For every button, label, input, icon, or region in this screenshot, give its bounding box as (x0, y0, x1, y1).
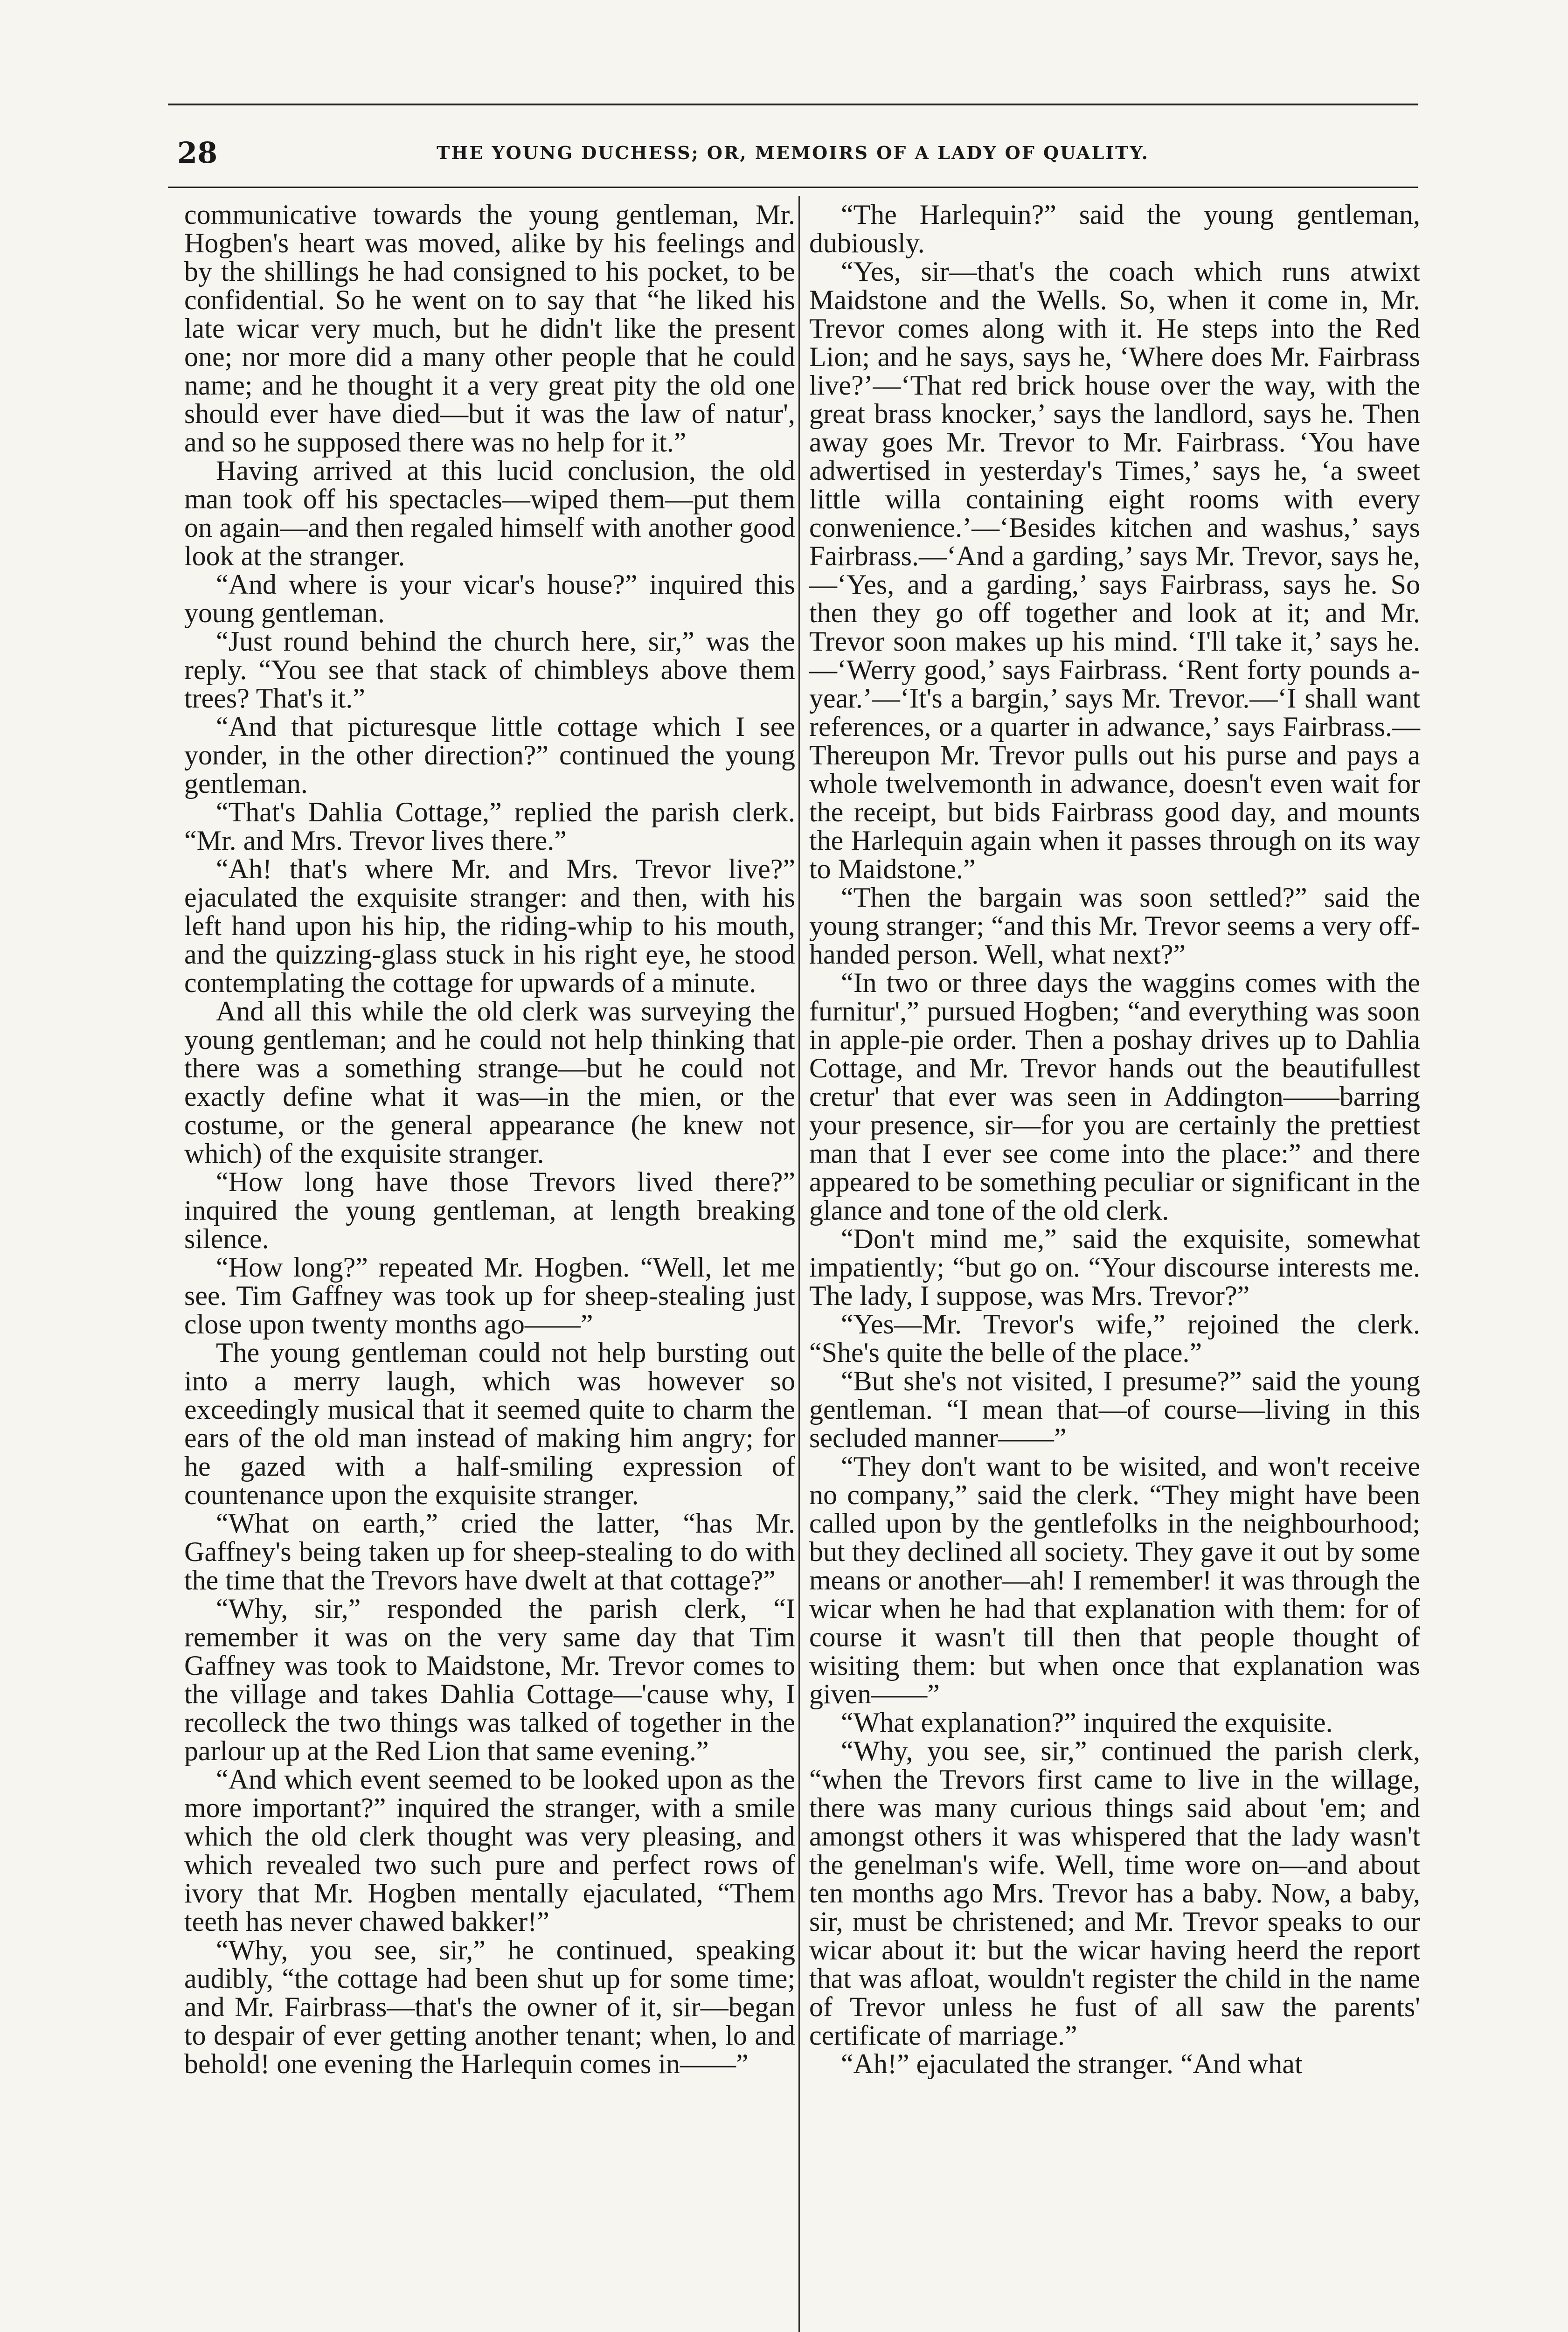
paragraph: “What on earth,” cried the latter, “has Mr. Gaffney's being taken up for sheep-stealing to do with the time that the Trevors have dwelt at that cottage?” (184, 1508, 795, 1596)
paragraph: “That's Dahlia Cottage,” replied the parish clerk. “Mr. and Mrs. Trevor lives there.” (184, 797, 795, 856)
paragraph: “What explanation?” inquired the exquisite. (841, 1707, 1333, 1738)
top-rule (168, 104, 1418, 105)
paragraph: “And that picturesque little cottage which I see yonder, in the other direction?” continued the young gentleman. (184, 711, 795, 799)
paragraph: “Then the bargain was soon settled?” said the young stranger; “and this Mr. Trevor seems a very off-handed person. Well, what next?” (809, 882, 1420, 970)
paragraph: “Yes, sir—that's the coach which runs atwixt Maidstone and the Wells. So, when it come in, Mr. Trevor comes along with it. He steps into the Red Lion; and he says, says he, ‘Where does Mr. Fairbrass live?’—‘That red brick house over the way, with the great brass knocker,’ says the landlord, says he. Then away goes Mr. Trevor to Mr. Fairbrass. ‘You have adwertised in yesterday's Times,’ says he, ‘a sweet little willa containing eight rooms with every conwenience.’—‘Besides kitchen and washus,’ says Fairbrass.—‘And a garding,’ says Mr. Trevor, says he,—‘Yes, and a garding,’ says Fairbrass, says he. So then they go off together and look at it; and Mr. Trevor soon makes up his mind. ‘I'll take it,’ says he.—‘Werry good,’ says Fairbrass. ‘Rent forty pounds a-year.’—‘It's a bargin,’ says Mr. Trevor.—‘I shall want references, or a quarter in adwance,’ says Fairbrass.—Thereupon Mr. Trevor pulls out his purse and pays a whole twelvemonth in adwance, doesn't even wait for the receipt, but bids Fairbrass good day, and mounts the Harlequin again when it passes through on its way to Maidstone.” (809, 256, 1420, 884)
paragraph: “Ah! that's where Mr. and Mrs. Trevor live?” ejaculated the exquisite stranger: and then, with his left hand upon his hip, the riding-whip to his mouth, and the quizzing-glass stuck in his right eye, he stood contemplating the cottage for upwards of a minute. (184, 854, 795, 998)
paragraph: Having arrived at this lucid conclusion, the old man took off his spectacles—wiped them—put them on again—and then regaled himself with another good look at the stranger. (184, 455, 795, 571)
paragraph: “Why, sir,” responded the parish clerk, “I remember it was on the very same day that Tim Gaffney was took to Maidstone, Mr. Trevor comes to the village and takes Dahlia Cottage—'cause why, I recolleck the two things was talked of together in the parlour up at the Red Lion that same evening.” (184, 1593, 795, 1766)
paragraph: communicative towards the young gentleman, Mr. Hogben's heart was moved, alike by his feelings and by the shillings he had consigned to his pocket, to be confidential. So he went on to say that “he liked his late wicar very much, but he didn't like the present one; nor more did a many other people that he could name; and he thought it a very great pity the old one should ever have died—but it was the law of natur', and so he supposed there was no help for it.” (184, 199, 795, 458)
paragraph: “Yes—Mr. Trevor's wife,” rejoined the clerk. “She's quite the belle of the place.” (809, 1309, 1420, 1368)
paragraph: “Just round behind the church here, sir,” was the reply. “You see that stack of chimbleys above them trees? That's it.” (184, 626, 795, 714)
paragraph: “And where is your vicar's house?” inquired this young gentleman. (184, 569, 795, 628)
column-divider (798, 196, 800, 2332)
paragraph: “And which event seemed to be looked upon as the more important?” inquired the stranger, with a smile which the old clerk thought was very pleasing, and which revealed two such pure and perfect rows of ivory that Mr. Hogben mentally ejaculated, “Them teeth has never chawed bakker!” (184, 1764, 795, 1937)
paragraph: “Don't mind me,” said the exquisite, somewhat impatiently; “but go on. “Your discourse interests me. The lady, I suppose, was Mrs. Trevor?” (809, 1223, 1420, 1311)
left-column (184, 201, 795, 2078)
running-title: THE YOUNG DUCHESS; OR, MEMOIRS OF A LADY OF QUALITY. (437, 142, 1149, 163)
header-rule (168, 187, 1418, 188)
paragraph: “Why, you see, sir,” continued the parish clerk, “when the Trevors first came to live in the willage, there was many curious things said about 'em; and amongst others it was whispered that the lady wasn't the genelman's wife. Well, time wore on—and about ten months ago Mrs. Trevor has a baby. Now, a baby, sir, must be christened; and Mr. Trevor speaks to our wicar about it: but the wicar having heerd the report that was afloat, wouldn't register the child in the name of Trevor unless he fust of all saw the parents' certificate of marriage.” (809, 1735, 1420, 2051)
paragraph: “They don't want to be wisited, and won't receive no company,” said the clerk. “They might have been called upon by the gentlefolks in the neighbourhood; but they declined all society. They gave it out by some means or another—ah! I remember! it was through the wicar when he had that explanation with them: for of course it wasn't till then that people thought of wisiting them: but when once that explanation was given——” (809, 1451, 1420, 1709)
page-number: 28 (177, 135, 218, 170)
paragraph: “The Harlequin?” said the young gentleman, dubiously. (809, 199, 1420, 258)
paragraph: And all this while the old clerk was surveying the young gentleman; and he could not help thinking that there was a something strange—but he could not exactly define what it was—in the mien, or the costume, or the general appearance (he knew not which) of the exquisite stranger. (184, 996, 795, 1169)
paragraph: “In two or three days the waggins comes with the furnitur',” pursued Hogben; “and everything was soon in apple-pie order. Then a poshay drives up to Dahlia Cottage, and Mr. Trevor hands out the beautifullest cretur' that ever was seen in Addington——barring your presence, sir—for you are certainly the prettiest man that I ever see come into the place:” and there appeared to be something peculiar or significant in the glance and tone of the old clerk. (809, 967, 1420, 1226)
paragraph: “How long have those Trevors lived there?” inquired the young gentleman, at length breaking silence. (184, 1166, 795, 1254)
right-column (809, 201, 1420, 2078)
paragraph: “Ah!” ejaculated the stranger. “And what (841, 2048, 1303, 2079)
paragraph: “Why, you see, sir,” he continued, speaking audibly, “the cottage had been shut up for some time; and Mr. Fairbrass—that's the owner of it, sir—began to despair of ever getting another tenant; when, lo and behold! one evening the Harlequin comes in——” (184, 1935, 795, 2079)
page-header (177, 132, 1418, 174)
paragraph: The young gentleman could not help bursting out into a merry laugh, which was however so exceedingly musical that it seemed quite to charm the ears of the old man instead of making him angry; for he gazed with a half-smiling expression of countenance upon the exquisite stranger. (184, 1337, 795, 1510)
paragraph: “How long?” repeated Mr. Hogben. “Well, let me see. Tim Gaffney was took up for sheep-stealing just close upon twenty months ago——” (184, 1252, 795, 1340)
paragraph: “But she's not visited, I presume?” said the young gentleman. “I mean that—of course—living in this secluded manner——” (809, 1366, 1420, 1453)
